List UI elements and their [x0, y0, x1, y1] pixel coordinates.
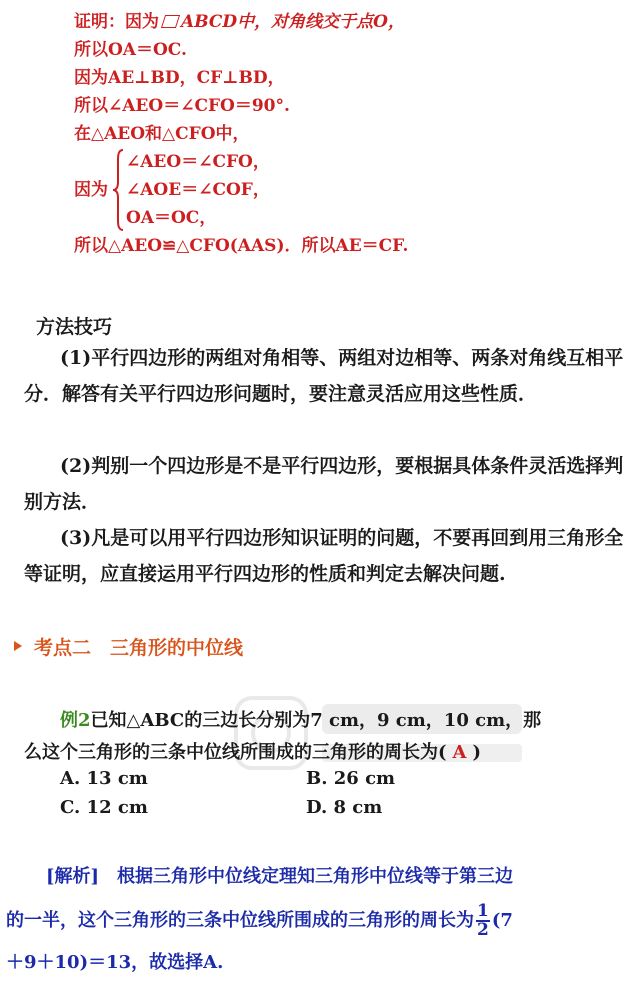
option-d: D. 8 cm [306, 797, 383, 818]
brace-item: OA＝OC， [126, 208, 217, 228]
option-b: B. 26 cm [306, 768, 396, 789]
fraction-one-half [476, 903, 490, 939]
example-paren: ) [472, 742, 482, 763]
proof-brace-items [126, 148, 270, 232]
example-line-2 [24, 738, 481, 764]
proof-conclusion: 所以△AEO≌△CFO(AAS)．所以AE＝CF. [74, 236, 409, 256]
triangle-bullet-icon [14, 641, 22, 651]
proof-brace-group [74, 148, 408, 232]
proof-because-label: 因为 [74, 180, 108, 200]
section-header [14, 633, 243, 663]
analysis-tail: (7 [491, 910, 513, 931]
section-title: 考点二 三角形的中位线 [34, 637, 244, 659]
analysis-line-1: [解析] 根据三角形中位线定理知三角形中位线等于第三边 [46, 866, 514, 887]
analysis-line-3: ＋9＋10)＝13，故选择A. [6, 952, 224, 973]
proof-block [74, 8, 408, 260]
proof-line-3: 因为AE⊥BD，CF⊥BD， [74, 68, 285, 88]
proof-line-2: 所以OA＝OC. [74, 40, 187, 60]
example-line-1 [24, 706, 541, 732]
method-title: 方法技巧 [36, 316, 113, 338]
example-question: 么这个三角形的三条中位线所围成的三角形的周长为( [24, 742, 447, 763]
proof-line-1 [74, 8, 408, 36]
brace-item: ∠AEO＝∠CFO， [126, 152, 270, 172]
brace-item: ∠AOE＝∠COF， [126, 180, 270, 200]
proof-prefix: 证明：因为 [74, 12, 159, 32]
proof-text: ABCD中，对角线交于点O， [181, 12, 405, 32]
analysis-text: 的一半，这个三角形的三条中位线所围成的三角形的周长为 [6, 910, 474, 931]
left-brace-icon [112, 148, 124, 232]
example-label: 例2 [60, 710, 91, 731]
method-paragraph-3: (3)凡是可以用平行四边形知识证明的问题，不要再回到用三角形全等证明，应直接运用平行四边形的性质和判定去解决问题. [24, 527, 624, 585]
option-a: A. 13 cm [60, 768, 148, 789]
option-c: C. 12 cm [60, 797, 148, 818]
fraction-denominator: 2 [477, 920, 489, 940]
method-paragraph-2: (2)判别一个四边形是不是平行四边形，要根据具体条件灵活选择判别方法． [24, 455, 624, 513]
parallelogram-icon [161, 15, 180, 28]
example-answer: A [452, 742, 467, 763]
proof-line-4: 所以∠AEO＝∠CFO＝90°. [74, 96, 290, 116]
example-text: 已知△ABC的三边长分别为7 cm，9 cm，10 cm，那 [90, 710, 542, 731]
proof-line-5: 在△AEO和△CFO中， [74, 124, 250, 144]
method-paragraph-1: (1)平行四边形的两组对角相等、两组对边相等、两条对角线互相平分．解答有关平行四边形问题时，要注意灵活应用这些性质． [24, 347, 624, 405]
analysis-line-2 [6, 903, 513, 939]
watermark-logo-icon [232, 690, 532, 780]
fraction-numerator: 1 [477, 901, 489, 921]
